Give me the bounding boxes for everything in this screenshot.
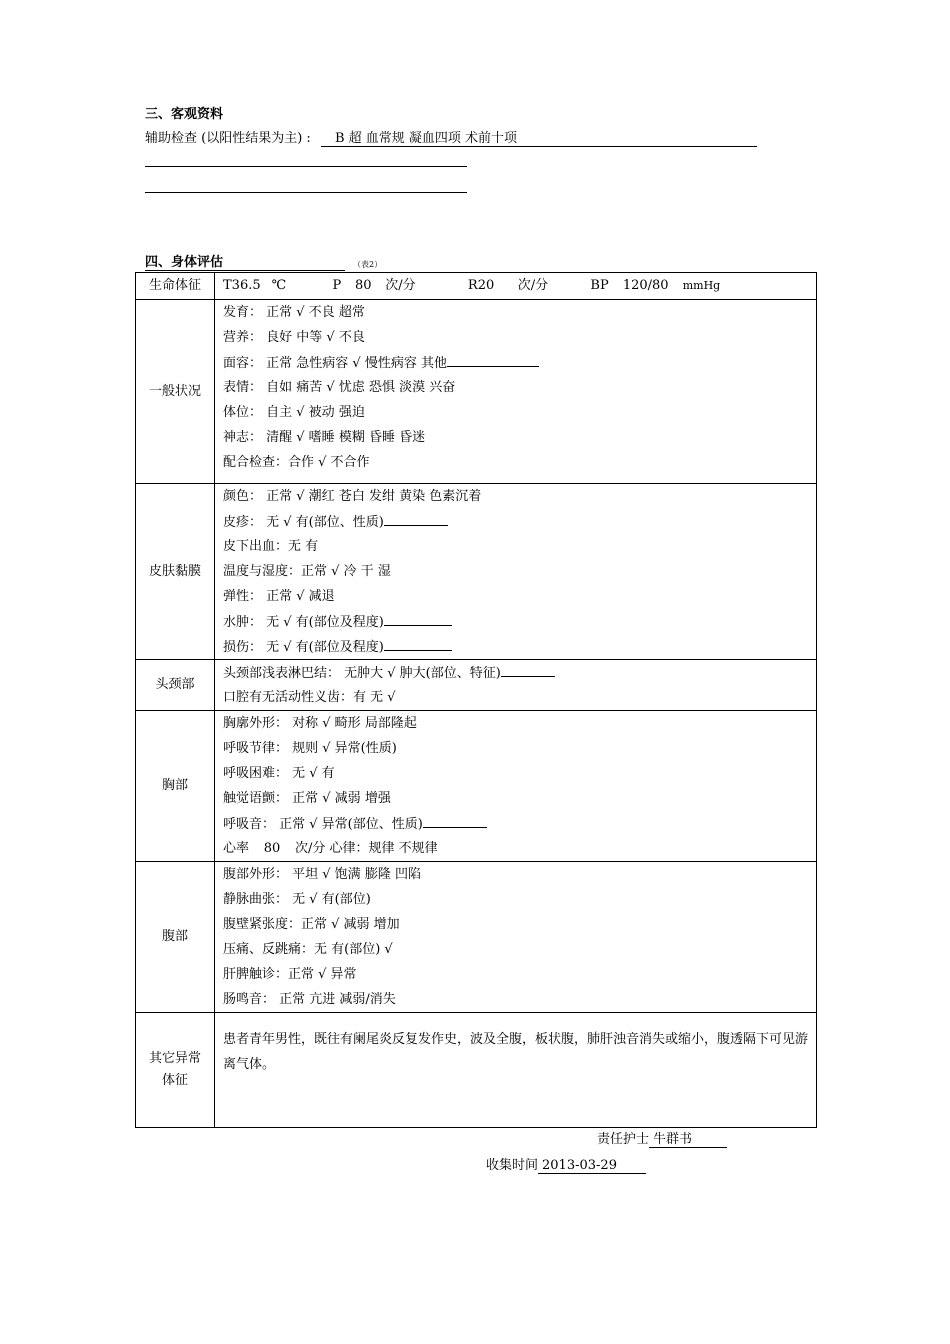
nurse-name: 牛群书 <box>649 1128 727 1148</box>
general-row <box>136 300 817 484</box>
breath-sound-blank <box>423 811 487 828</box>
aux-exam-label: 辅助检查 (以阳性结果为主) : <box>145 131 311 146</box>
resp-label: R <box>467 278 478 293</box>
chest-line: 胸廓外形： 对称 √ 畸形 局部隆起 <box>223 716 417 731</box>
skin-line-text: 皮疹： 无 √ 有(部位、性质) <box>223 515 384 530</box>
chest-cell <box>215 711 817 862</box>
vitals-row <box>136 273 817 300</box>
other-findings-cell <box>215 1013 817 1128</box>
collect-time-value: 2013-03-29 <box>538 1158 646 1174</box>
other-findings-label <box>136 1013 215 1128</box>
skin-line <box>215 634 816 659</box>
aux-exam-row <box>145 127 757 147</box>
rash-blank <box>384 509 448 526</box>
skin-line <box>215 609 816 634</box>
abdomen-label: 腹部 <box>136 862 215 1013</box>
abdomen-line: 静脉曲张： 无 √ 有(部位) <box>223 892 371 907</box>
temp-unit: ℃ <box>271 278 287 293</box>
skin-line: 温度与湿度：正常 √ 冷 干 湿 <box>223 564 391 579</box>
bp-unit: mmHg <box>682 279 721 292</box>
chest-line-text: 呼吸音： 正常 √ 异常(部位、性质) <box>223 817 423 832</box>
general-line: 配合检查：合作 √ 不合作 <box>223 455 370 470</box>
heart-rate-label: 心率 <box>223 841 250 856</box>
skin-row <box>136 484 817 660</box>
head-line: 口腔有无活动性义齿：有 无 √ <box>223 690 396 705</box>
physical-assessment-table <box>135 272 817 1128</box>
vitals-label: 生命体征 <box>136 273 215 300</box>
resp-value: 20 <box>478 273 518 300</box>
general-line: 神志： 清醒 √ 嗜睡 模糊 昏睡 昏迷 <box>223 430 426 445</box>
skin-line: 颜色： 正常 √ 潮红 苍白 发绀 黄染 色素沉着 <box>223 489 482 504</box>
section3-title: 三、客观资料 <box>145 107 224 122</box>
skin-cell <box>215 484 817 660</box>
abdomen-line: 腹壁紧张度：正常 √ 减弱 增加 <box>223 917 400 932</box>
skin-label: 皮肤黏膜 <box>136 484 215 660</box>
chest-label: 胸部 <box>136 711 215 862</box>
chest-row <box>136 711 817 862</box>
other-blank <box>447 350 539 367</box>
general-line: 营养： 良好 中等 √ 不良 <box>223 330 365 345</box>
injury-blank <box>384 634 452 651</box>
head-cell <box>215 660 817 711</box>
general-line: 发育： 正常 √ 不良 超常 <box>223 305 365 320</box>
section4-heading <box>145 251 345 271</box>
temp-label: T <box>223 278 232 293</box>
general-line-text: 面容： 正常 急性病容 √ 慢性病容 其他 <box>223 356 447 371</box>
table-reference: （表2） <box>353 260 383 269</box>
head-label: 头颈部 <box>136 660 215 711</box>
pulse-label: P <box>332 278 342 293</box>
pulse-value: 80 <box>341 273 385 300</box>
chest-line: 呼吸节律： 规则 √ 异常(性质) <box>223 741 397 756</box>
skin-line-text: 损伤： 无 √ 有(部位及程度) <box>223 640 384 655</box>
bp-value: 120/80 <box>609 273 683 300</box>
skin-line: 弹性： 正常 √ 减退 <box>223 589 335 604</box>
chest-line: 呼吸困难： 无 √ 有 <box>223 766 335 781</box>
other-label-line: 体征 <box>161 1073 188 1088</box>
head-line-text: 头颈部浅表淋巴结： 无肿大 √ 肿大(部位、特征) <box>223 666 501 681</box>
skin-line: 皮下出血：无 有 <box>223 539 319 554</box>
other-findings-row <box>136 1013 817 1128</box>
heart-rate-line <box>215 836 816 861</box>
skin-line-text: 水肿： 无 √ 有(部位及程度) <box>223 615 384 630</box>
chest-line <box>215 811 816 836</box>
other-label-line: 其它异常 <box>148 1051 201 1066</box>
blank-line-1 <box>145 166 467 167</box>
general-cell <box>215 300 817 484</box>
abdomen-line: 肠鸣音： 正常 亢进 减弱/消失 <box>223 992 396 1007</box>
other-findings-text: 患者青年男性，既往有阑尾炎反复发作史，波及全腹，板状腹，肺肝浊音消失或缩小，腹透隔下可见游离气体。 <box>223 1032 809 1072</box>
collect-time-label: 收集时间 <box>486 1158 539 1173</box>
abdomen-line: 压痛、反跳痛：无 有(部位) √ <box>223 942 393 957</box>
abdomen-cell <box>215 862 817 1013</box>
heart-rate-value: 80 <box>249 836 295 862</box>
section4-title: 四、身体评估 <box>145 251 345 271</box>
nurse-label: 责任护士 <box>597 1132 650 1147</box>
bp-label: BP <box>590 278 609 293</box>
heart-rate-unit: 次/分 心律：规律 不规律 <box>295 841 438 856</box>
resp-unit: 次/分 <box>517 278 549 293</box>
lymph-blank <box>501 660 555 677</box>
abdomen-row <box>136 862 817 1013</box>
head-row <box>136 660 817 711</box>
temp-value: 36.5 <box>232 273 272 300</box>
pulse-unit: 次/分 <box>385 278 416 293</box>
blank-line-2 <box>145 192 467 193</box>
abdomen-line: 腹部外形： 平坦 √ 饱满 膨隆 凹陷 <box>223 867 421 882</box>
skin-line <box>215 509 816 534</box>
general-line <box>215 350 816 375</box>
collect-time-row <box>486 1154 646 1174</box>
head-line <box>215 660 816 685</box>
abdomen-line: 肝脾触诊：正常 √ 异常 <box>223 967 357 982</box>
aux-exam-value: B 超 血常规 凝血四项 术前十项 <box>321 127 757 147</box>
general-label: 一般状况 <box>136 300 215 484</box>
edema-blank <box>384 609 452 626</box>
chest-line: 触觉语颤： 正常 √ 减弱 增强 <box>223 791 391 806</box>
general-line: 体位： 自主 √ 被动 强迫 <box>223 405 365 420</box>
nurse-row <box>597 1128 727 1148</box>
general-line: 表情： 自如 痛苦 √ 忧虑 恐惧 淡漠 兴奋 <box>223 380 456 395</box>
vitals-cell <box>215 273 817 300</box>
